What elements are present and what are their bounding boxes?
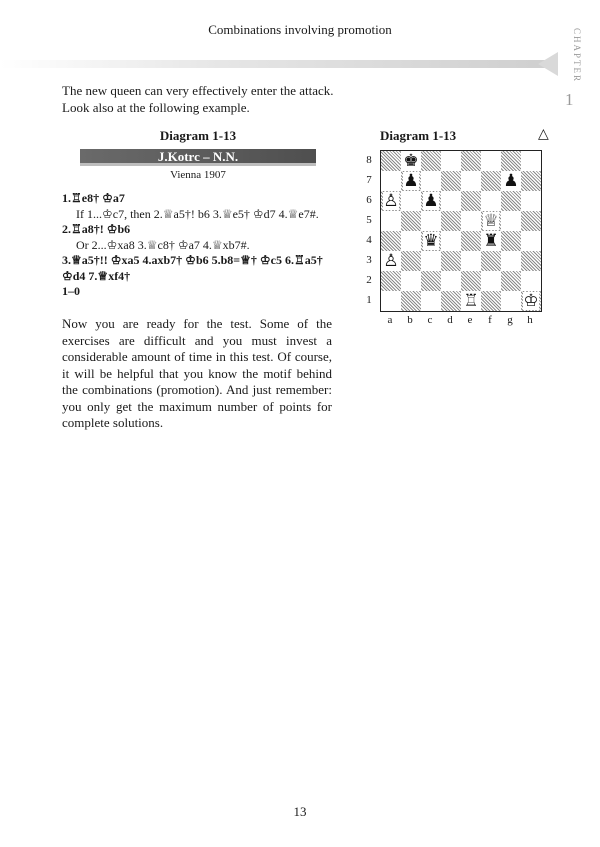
square-h2 bbox=[521, 271, 541, 291]
square-b8 bbox=[401, 151, 421, 171]
square-d1 bbox=[441, 291, 461, 311]
square-g7 bbox=[501, 171, 521, 191]
move-line: 2.♖a8†! ♔b6 bbox=[62, 222, 131, 236]
move-line: Or 2...♔xa8 3.♕c8† ♔a7 4.♕xb7#. bbox=[76, 237, 250, 252]
square-e8 bbox=[461, 151, 481, 171]
square-e3 bbox=[461, 251, 481, 271]
square-c1 bbox=[421, 291, 441, 311]
file-label: f bbox=[488, 314, 492, 326]
square-a6 bbox=[381, 191, 401, 211]
square-h5 bbox=[521, 211, 541, 231]
game-column bbox=[62, 128, 334, 300]
square-b4 bbox=[401, 231, 421, 251]
square-b2 bbox=[401, 271, 421, 291]
to-move-triangle-icon: △ bbox=[538, 127, 549, 142]
move-line: ♔d4 7.♕xf4† bbox=[62, 268, 131, 283]
white-pawn-icon: ♙ bbox=[383, 251, 399, 271]
file-label: e bbox=[467, 314, 473, 326]
move-line: 3.♕a5†!! ♔xa5 4.axb7† ♔b6 5.b8=♕† ♔c5 6.♖a5† bbox=[62, 253, 323, 267]
board-title: Diagram 1-13 bbox=[380, 128, 457, 143]
running-head: Combinations involving promotion bbox=[208, 22, 392, 37]
square-h1 bbox=[521, 291, 541, 311]
square-e5 bbox=[461, 211, 481, 231]
square-b3 bbox=[401, 251, 421, 271]
square-h4 bbox=[521, 231, 541, 251]
square-d8 bbox=[441, 151, 461, 171]
white-queen-icon: ♕ bbox=[483, 211, 499, 231]
square-c2 bbox=[421, 271, 441, 291]
square-e2 bbox=[461, 271, 481, 291]
square-g5 bbox=[501, 211, 521, 231]
square-a8 bbox=[381, 151, 401, 171]
square-f7 bbox=[481, 171, 501, 191]
white-rook-icon: ♖ bbox=[463, 291, 479, 311]
square-g2 bbox=[501, 271, 521, 291]
square-d4 bbox=[441, 231, 461, 251]
square-g8 bbox=[501, 151, 521, 171]
rank-labels bbox=[362, 150, 376, 310]
square-d3 bbox=[441, 251, 461, 271]
square-d6 bbox=[441, 191, 461, 211]
square-f1 bbox=[481, 291, 501, 311]
square-h3 bbox=[521, 251, 541, 271]
rank-label: 1 bbox=[366, 294, 372, 306]
rank-label: 4 bbox=[366, 234, 372, 246]
square-f8 bbox=[481, 151, 501, 171]
black-rook-icon: ♜ bbox=[483, 231, 499, 251]
black-king-icon: ♚ bbox=[403, 151, 419, 171]
square-a4 bbox=[381, 231, 401, 251]
square-d2 bbox=[441, 271, 461, 291]
intro-line: Look also at the following example. bbox=[62, 100, 250, 115]
square-e1 bbox=[461, 291, 481, 311]
square-g3 bbox=[501, 251, 521, 271]
move-list bbox=[62, 191, 334, 300]
intro-line: The new queen can very effectively enter the attack. bbox=[62, 83, 334, 98]
white-pawn-icon: ♙ bbox=[383, 191, 399, 211]
rank-label: 8 bbox=[366, 154, 372, 166]
file-label: c bbox=[427, 314, 433, 326]
square-a3 bbox=[381, 251, 401, 271]
square-b6 bbox=[401, 191, 421, 211]
square-e7 bbox=[461, 171, 481, 191]
players-names: J.Kotrc – N.N. bbox=[157, 149, 239, 164]
file-label: h bbox=[527, 314, 533, 326]
file-labels bbox=[380, 314, 540, 326]
chapter-number: 1 bbox=[565, 90, 574, 109]
square-b1 bbox=[401, 291, 421, 311]
file-label: g bbox=[507, 314, 513, 326]
game-event: Vienna 1907 bbox=[170, 169, 226, 181]
chess-board bbox=[380, 150, 542, 312]
players-bar bbox=[80, 149, 316, 165]
square-f2 bbox=[481, 271, 501, 291]
square-e6 bbox=[461, 191, 481, 211]
header-rule bbox=[0, 60, 550, 68]
intro-paragraph bbox=[62, 82, 342, 116]
black-pawn-icon: ♟ bbox=[423, 191, 439, 211]
rank-label: 2 bbox=[366, 274, 372, 286]
square-f6 bbox=[481, 191, 501, 211]
square-c5 bbox=[421, 211, 441, 231]
square-g6 bbox=[501, 191, 521, 211]
square-d5 bbox=[441, 211, 461, 231]
square-c6 bbox=[421, 191, 441, 211]
file-label: a bbox=[387, 314, 393, 326]
move-line: If 1...♔c7, then 2.♕a5†! b6 3.♕e5† ♔d7 4.♕e7#. bbox=[76, 206, 319, 221]
square-f4 bbox=[481, 231, 501, 251]
square-h8 bbox=[521, 151, 541, 171]
square-c7 bbox=[421, 171, 441, 191]
rank-label: 7 bbox=[366, 174, 372, 186]
square-f3 bbox=[481, 251, 501, 271]
square-b5 bbox=[401, 211, 421, 231]
square-a7 bbox=[381, 171, 401, 191]
chapter-tab-label: CHAPTER bbox=[572, 28, 582, 84]
black-pawn-icon: ♟ bbox=[503, 171, 519, 191]
move-line: 1–0 bbox=[62, 284, 80, 298]
file-label: b bbox=[407, 314, 413, 326]
square-c4 bbox=[421, 231, 441, 251]
square-h6 bbox=[521, 191, 541, 211]
square-h7 bbox=[521, 171, 541, 191]
black-queen-icon: ♛ bbox=[423, 231, 439, 251]
square-a2 bbox=[381, 271, 401, 291]
page-number: 13 bbox=[293, 804, 307, 819]
rank-label: 5 bbox=[366, 214, 372, 226]
file-label: d bbox=[447, 314, 453, 326]
rank-label: 3 bbox=[366, 254, 372, 266]
move-line: 1.♖e8† ♔a7 bbox=[62, 191, 125, 205]
square-f5 bbox=[481, 211, 501, 231]
square-d7 bbox=[441, 171, 461, 191]
outro-paragraph: Now you are ready for the test. Some of the exercises are difficult and you must invest a considerable amount of time in this test. Of course, it will be helpful that you know the motif behind the combinations (promotion). And just remember: you only get the maximum number of points for complete solutions. bbox=[62, 316, 332, 430]
square-c3 bbox=[421, 251, 441, 271]
square-c8 bbox=[421, 151, 441, 171]
square-e4 bbox=[461, 231, 481, 251]
square-g1 bbox=[501, 291, 521, 311]
square-g4 bbox=[501, 231, 521, 251]
square-a1 bbox=[381, 291, 401, 311]
header-arrow-icon bbox=[538, 52, 558, 76]
square-b7 bbox=[401, 171, 421, 191]
black-pawn-icon: ♟ bbox=[403, 171, 419, 191]
square-a5 bbox=[381, 211, 401, 231]
game-diagram-title: Diagram 1-13 bbox=[159, 128, 237, 143]
rank-label: 6 bbox=[366, 194, 372, 206]
white-king-icon: ♔ bbox=[523, 291, 539, 311]
